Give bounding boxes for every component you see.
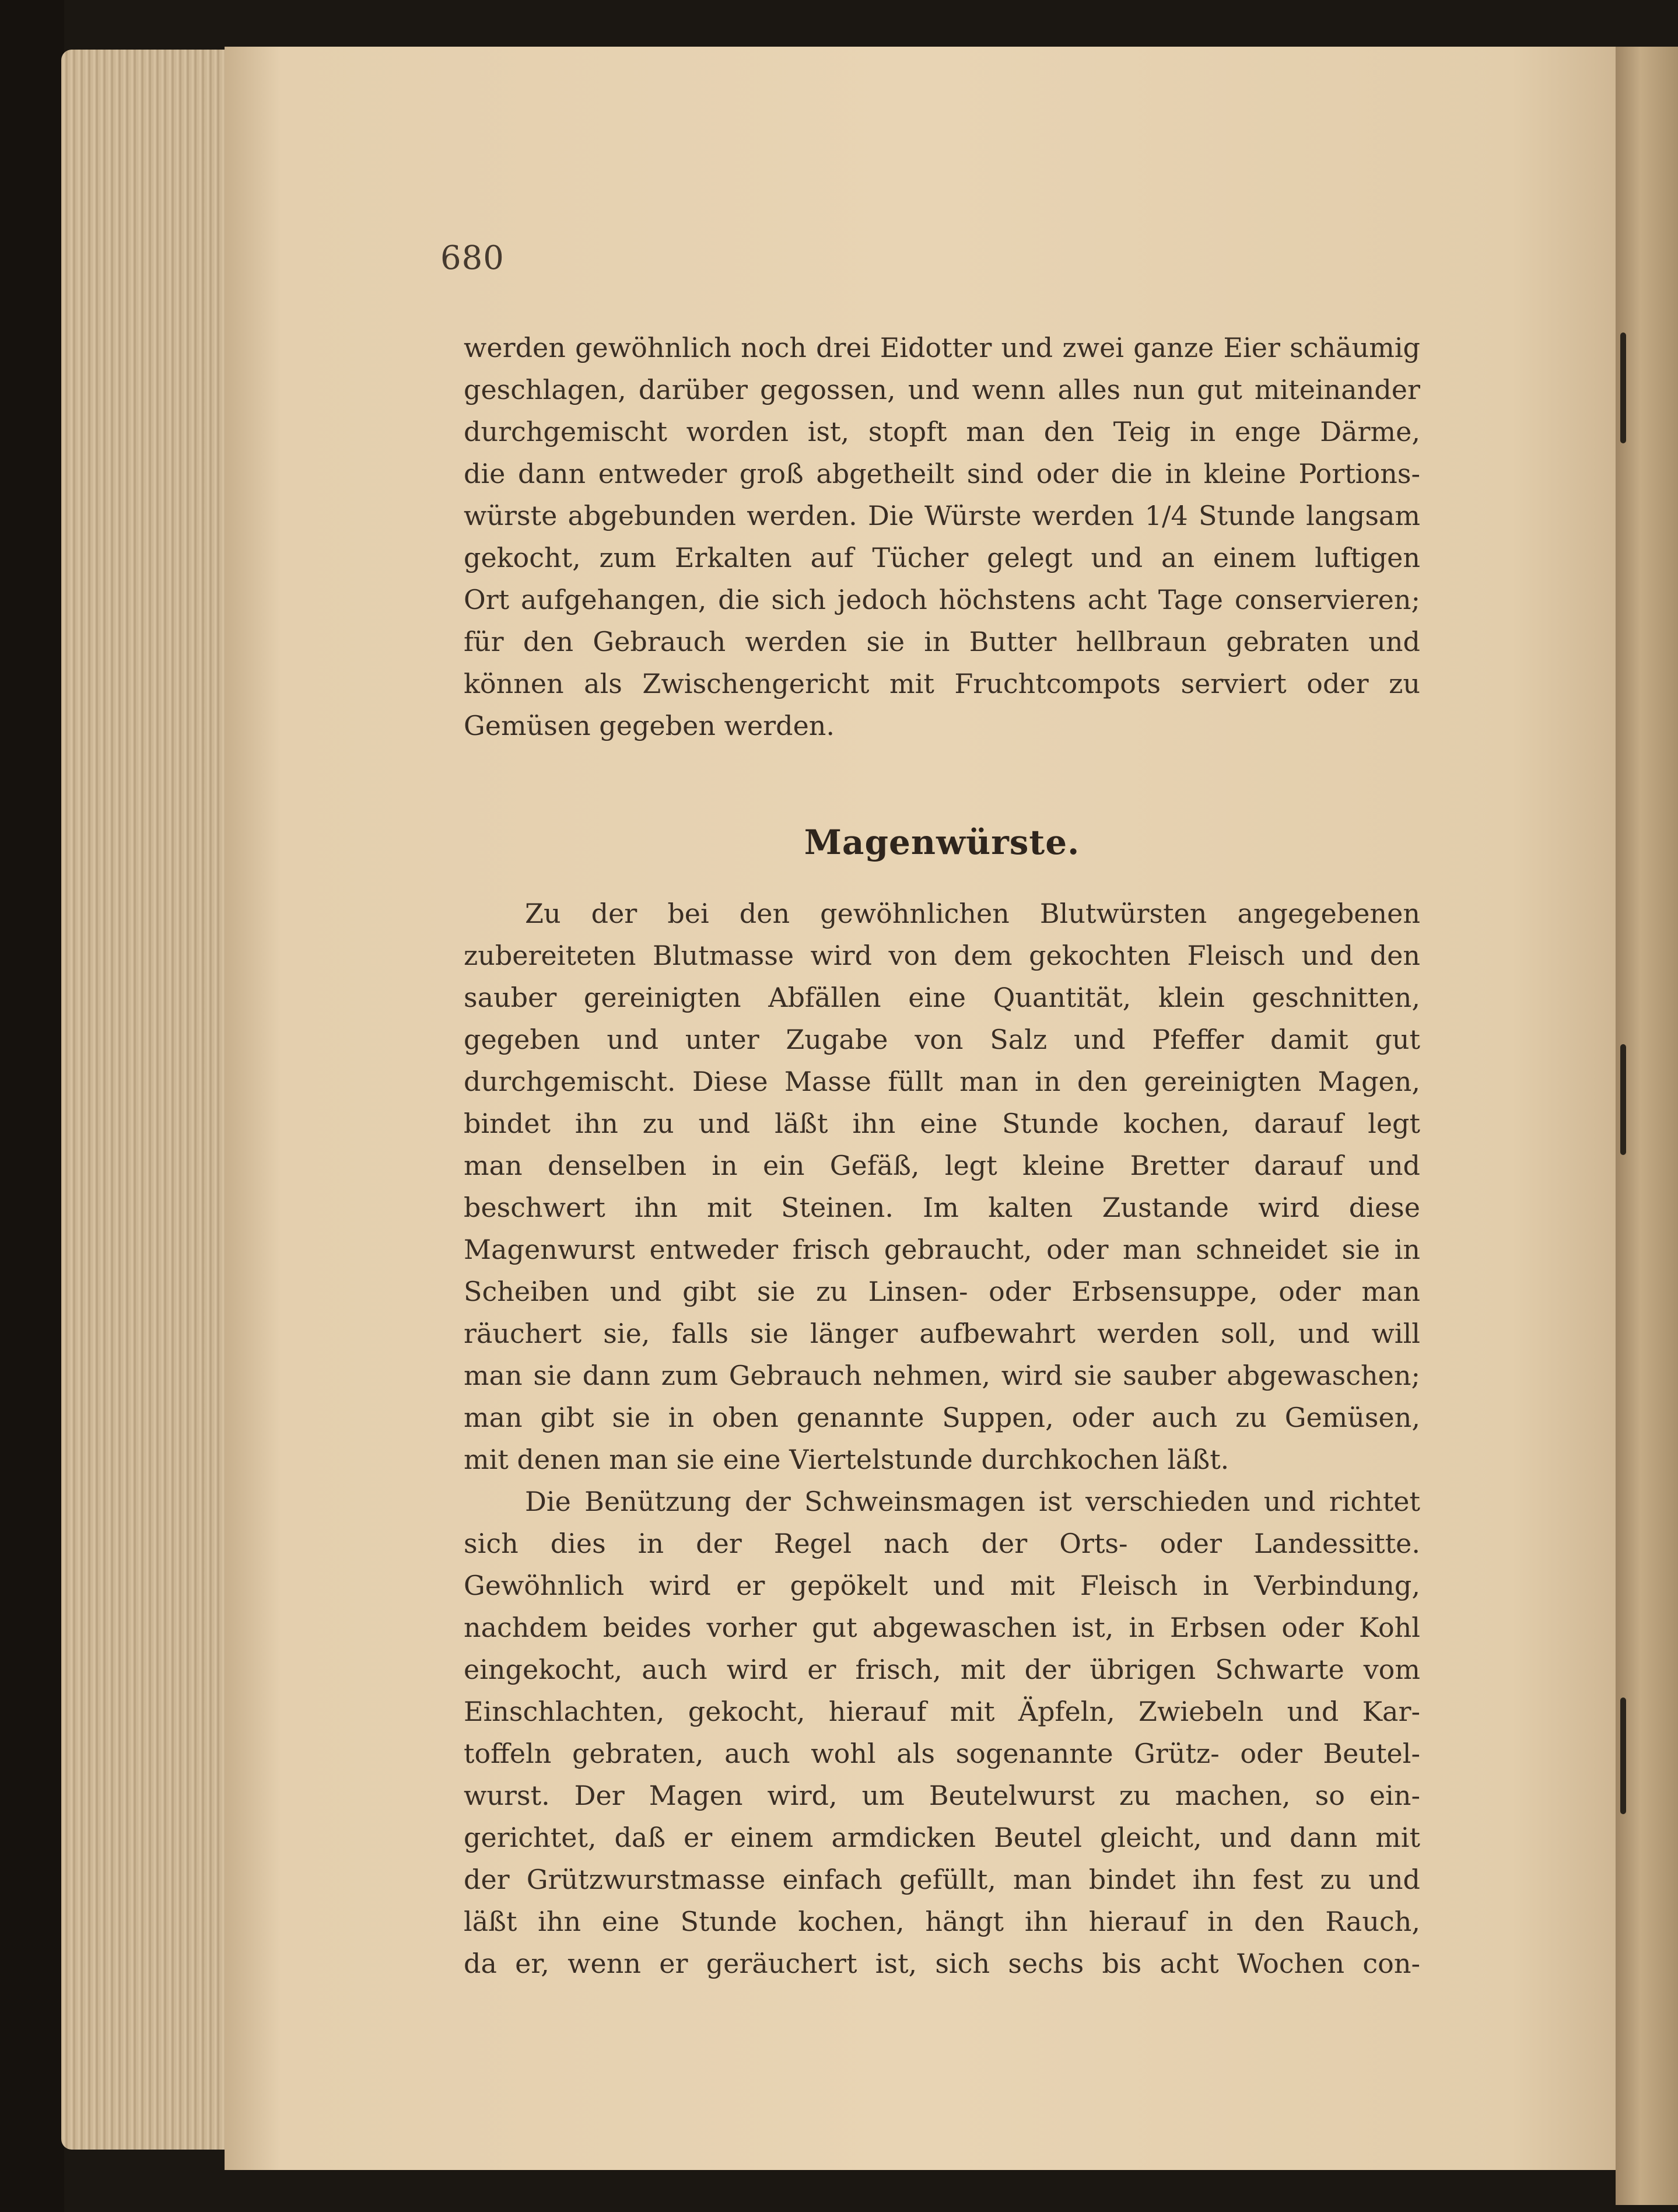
text-line: man gibt sie in oben genannte Suppen, oder auch zu Gemüsen,	[464, 1402, 1420, 1433]
page-edges	[61, 50, 230, 2150]
text-line: werden gewöhnlich noch drei Eidotter und zwei ganze Eier schäumig	[464, 332, 1420, 363]
text-line: die dann entweder groß abgetheilt sind oder die in kleine Portions-	[464, 458, 1420, 489]
text-line: durchgemischt worden ist, stopft man den Teig in enge Därme,	[464, 416, 1420, 447]
text-line: beschwert ihn mit Steinen. Im kalten Zustande wird diese	[464, 1192, 1420, 1223]
text-line: gegeben und unter Zugabe von Salz und Pfeffer damit gut	[464, 1024, 1420, 1055]
binding-clip	[1620, 1044, 1626, 1155]
text-line: Zu der bei den gewöhnlichen Blutwürsten angegebenen	[525, 898, 1420, 929]
text-line: mit denen man sie eine Viertelstunde durchkochen läßt.	[464, 1444, 1229, 1475]
text-line: man sie dann zum Gebrauch nehmen, wird sie sauber abgewaschen;	[464, 1360, 1420, 1391]
text-line: bindet ihn zu und läßt ihn eine Stunde kochen, darauf legt	[464, 1108, 1420, 1139]
text-line: eingekocht, auch wird er frisch, mit der übrigen Schwarte vom	[464, 1654, 1420, 1685]
text-line: Die Benützung der Schweinsmagen ist verschieden und richtet	[525, 1486, 1420, 1517]
text-line: sauber gereinigten Abfällen eine Quantität, klein geschnitten,	[464, 982, 1420, 1013]
text-line: nachdem beides vorher gut abgewaschen ist, in Erbsen oder Kohl	[464, 1612, 1420, 1643]
text-line: Magenwurst entweder frisch gebraucht, oder man schneidet sie in	[464, 1234, 1420, 1265]
text-line: gekocht, zum Erkalten auf Tücher gelegt und an einem luftigen	[464, 542, 1420, 573]
page-number: 680	[440, 239, 505, 277]
text-line: zubereiteten Blutmasse wird von dem gekochten Fleisch und den	[464, 940, 1420, 971]
text-line: Einschlachten, gekocht, hierauf mit Äpfeln, Zwiebeln und Kar-	[464, 1696, 1420, 1727]
section-heading: Magenwürste.	[804, 822, 1080, 862]
paragraph-1	[464, 327, 1420, 747]
text-line: Gemüsen gegeben werden.	[464, 710, 835, 741]
text-line: räuchert sie, falls sie länger aufbewahrt werden soll, und will	[464, 1318, 1420, 1349]
text-line: der Grützwurstmasse einfach gefüllt, man bindet ihn fest zu und	[464, 1864, 1420, 1895]
binding-clip	[1620, 1698, 1626, 1814]
text-line: toffeln gebraten, auch wohl als sogenannte Grütz- oder Beutel-	[464, 1738, 1420, 1769]
text-line: können als Zwischengericht mit Fruchtcompots serviert oder zu	[464, 668, 1420, 699]
text-line: für den Gebrauch werden sie in Butter hellbraun gebraten und	[464, 626, 1420, 657]
text-line: sich dies in der Regel nach der Orts- oder Landessitte.	[464, 1528, 1420, 1559]
text-line: geschlagen, darüber gegossen, und wenn alles nun gut miteinander	[464, 374, 1420, 405]
text-line: da er, wenn er geräuchert ist, sich sechs bis acht Wochen con-	[464, 1948, 1420, 1979]
text-line: wurst. Der Magen wird, um Beutelwurst zu machen, so ein-	[464, 1780, 1420, 1811]
text-line: Scheiben und gibt sie zu Linsen- oder Erbsensuppe, oder man	[464, 1276, 1420, 1307]
text-line: Gewöhnlich wird er gepökelt und mit Fleisch in Verbindung,	[464, 1570, 1420, 1601]
text-line: läßt ihn eine Stunde kochen, hängt ihn hierauf in den Rauch,	[464, 1906, 1420, 1937]
text-line: würste abgebunden werden. Die Würste werden 1/4 Stunde langsam	[464, 500, 1420, 531]
text-line: Ort aufgehangen, die sich jedoch höchstens acht Tage conservieren;	[464, 584, 1420, 615]
text-line: gerichtet, daß er einem armdicken Beutel gleicht, und dann mit	[464, 1822, 1420, 1853]
text-line: durchgemischt. Diese Masse füllt man in den gereinigten Magen,	[464, 1066, 1420, 1097]
text-line: man denselben in ein Gefäß, legt kleine Bretter darauf und	[464, 1150, 1420, 1181]
binding-clip	[1620, 332, 1626, 443]
paragraph-2	[464, 892, 1420, 1985]
book-cover-edge	[0, 0, 64, 2212]
